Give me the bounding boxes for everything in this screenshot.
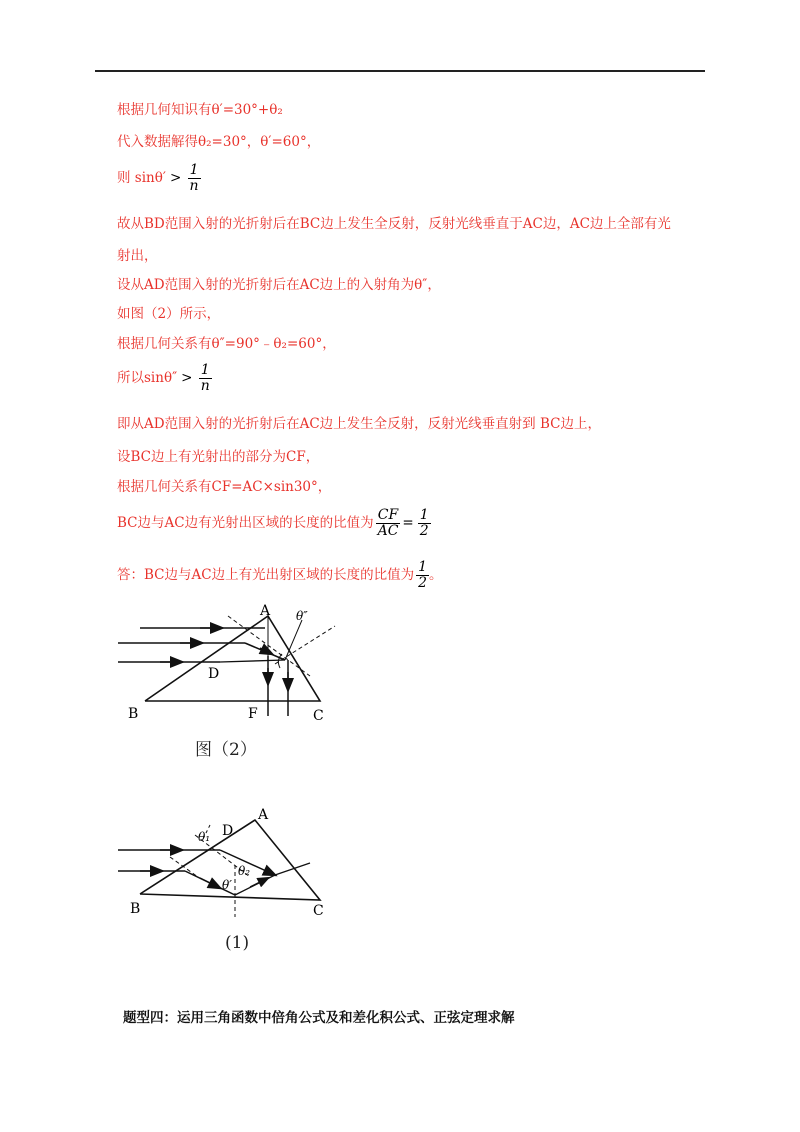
answer-text: 答：BC边与AC边上有光出射区域的长度的比值为 [117,567,415,583]
angle-label-theta-prime: θ′ [222,878,232,892]
fraction-one-half [416,560,429,591]
angle-label-theta-1: θ₁ [198,830,211,844]
vertex-label-b: B [130,901,141,917]
text-line-8 [117,363,212,394]
text-line-6: 如图（2）所示， [117,306,221,322]
fraction-denominator: AC [377,523,399,539]
fraction-denominator: n [200,378,210,394]
ratio-text: BC边与AC边有光射出区域的长度的比值为 [117,515,374,531]
fraction-one-over-n [199,363,212,394]
text-line-5: 设从AD范围入射的光折射后在AC边上的入射角为θ″， [117,277,441,293]
text-line-11: 根据几何关系有CF=AC×sin30°， [117,479,332,495]
fraction-denominator: 2 [419,523,429,539]
fraction-numerator: 1 [419,507,429,523]
fraction-denominator: n [189,178,199,194]
text-line-7: 根据几何关系有θ″=90°﹣θ₂=60°， [117,336,336,352]
top-rule [95,70,705,72]
point-label-d: D [222,823,234,839]
fraction-numerator: 1 [418,559,428,575]
vertex-label-a: A [258,807,269,823]
text-line-3 [117,163,201,194]
figure-2-caption: 图（2） [195,740,257,760]
text-line-12 [117,508,431,539]
fraction-numerator: CF [376,508,401,524]
vertex-label-c: C [313,903,324,919]
text-line-4a: 故从BD范围入射的光折射后在BC边上发生全反射，反射光线垂直于AC边，AC边上全部有光 [117,216,671,232]
period: 。 [429,567,443,583]
fraction-numerator: 1 [188,163,201,179]
text-line-4b: 射出， [117,248,158,264]
fraction-numerator: 1 [199,363,212,379]
text-line-10: 设BC边上有光射出的部分为CF， [117,449,320,465]
sin-theta-double-prime: 所以sinθ″ [117,370,178,386]
figure-2-diagram [110,598,350,728]
text-line-2: 代入数据解得θ₂=30°，θ′=60°， [117,134,321,150]
point-label-d: D [208,666,220,682]
greater-than: > [169,170,182,186]
text-line-13 [117,560,443,591]
greater-than: > [181,370,193,386]
point-label-f: F [248,706,258,722]
text-line-1: 根据几何知识有θ′=30°+θ₂ [117,102,283,118]
angle-label-theta-double-prime: θ″ [296,609,308,623]
fraction-one-half [418,508,431,539]
figure-1-caption: (1) [225,933,250,953]
section-heading: 题型四：运用三角函数中倍角公式及和差化积公式、正弦定理求解 [123,1010,515,1026]
sin-theta-prime: 则 sinθ′ [117,170,166,186]
text-line-9: 即从AD范围入射的光折射后在AC边上发生全反射，反射光线垂直射到 BC边上， [117,416,601,432]
equals-sign: = [402,515,414,531]
vertex-label-b: B [128,706,139,722]
figure-1-diagram [110,805,340,925]
vertex-label-c: C [313,708,324,724]
fraction-cf-over-ac [376,508,401,539]
vertex-label-a: A [260,603,271,619]
angle-label-theta-2: θ₂ [238,864,251,878]
fraction-denominator: 2 [418,575,428,591]
fraction-one-over-n [188,163,201,194]
